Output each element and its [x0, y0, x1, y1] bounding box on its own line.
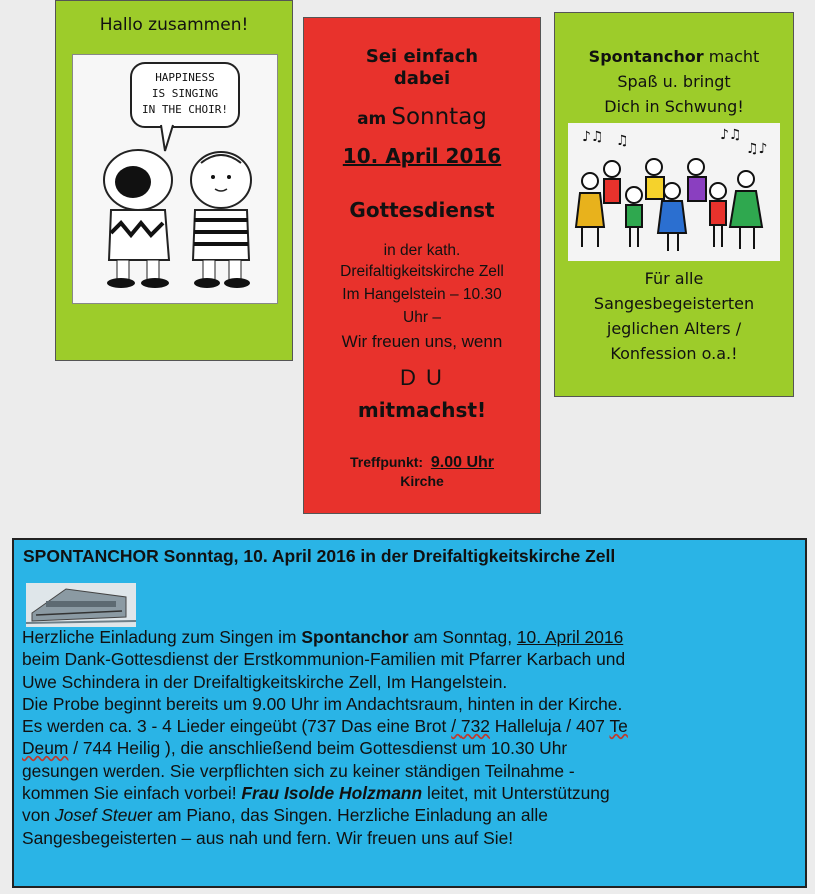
invitation-panel: [303, 17, 541, 514]
body-line: beim Dank-Gottesdienst der Erstkommunion-Familien mit Pfarrer Karbach und: [22, 649, 626, 670]
body-text: / 744 Heilig ), die anschließend beim Gottesdienst um 10.30 Uhr: [68, 738, 568, 759]
du-word: D U: [400, 365, 444, 390]
welcome-line: Wir freuen uns, wenn: [341, 332, 503, 351]
announcement-heading: SPONTANCHOR Sonntag, 10. April 2016 in der Dreifaltigkeitskirche Zell: [23, 546, 616, 566]
body-text: r am Piano, das Singen. Herzliche Einladung an alle: [146, 805, 548, 826]
body-line: [22, 626, 802, 648]
church-building-image: [26, 583, 136, 627]
choir-name: Spontanchor: [588, 47, 704, 66]
body-text: leitet, mit Unterstützung: [422, 783, 610, 804]
singing-boy-figure: [104, 150, 172, 288]
svg-text:♫♪: ♫♪: [746, 141, 768, 157]
body-text: Es werden ca. 3 - 4 Lieder eingeübt (737 Das eine Brot: [22, 716, 452, 737]
choir-line-3: Dich in Schwung!: [604, 97, 744, 116]
singing-children-drawing: [568, 123, 780, 261]
body-line: Uwe Schindera in der Dreifaltigkeitskirche Zell, Im Hangelstein.: [22, 671, 508, 692]
meeting-point: [304, 454, 540, 472]
announcement-body: [22, 626, 802, 849]
leader-name: Frau Isolde Holzmann: [241, 783, 423, 804]
invite-line-1: Sei einfach: [365, 46, 479, 67]
body-line: [22, 804, 802, 826]
cartoon-drawing: [73, 55, 277, 303]
music-notes-icon: [582, 127, 768, 157]
body-text: Deum: [22, 738, 69, 759]
body-text: kommen Sie einfach vorbei!: [22, 783, 242, 804]
meeting-point-place: Kirche: [400, 473, 444, 489]
church-building-drawing: [26, 583, 136, 627]
speech-line-1: HAPPINESS: [155, 71, 215, 84]
svg-text:♪♫: ♪♫: [582, 129, 604, 145]
speech-line-3: IN THE CHOIR!: [141, 103, 229, 116]
date-intro: [304, 104, 540, 130]
am-word: am: [357, 109, 387, 129]
body-line: Sangesbegeisterten – aus nah und fern. Wir freuen uns auf Sie!: [22, 827, 514, 848]
location-line-2: Dreifaltigkeitskirche Zell: [340, 263, 504, 280]
choir-title-line: [555, 45, 793, 68]
sonntag-word: Sonntag: [391, 104, 487, 130]
song-number: 732: [460, 716, 490, 737]
body-line: [22, 737, 802, 759]
body-text: von: [22, 805, 55, 826]
body-line: [22, 715, 802, 737]
invite-line-2: dabei: [393, 68, 451, 89]
svg-text:♫: ♫: [616, 133, 629, 149]
meeting-point-time: 9.00 Uhr: [430, 454, 495, 471]
peanuts-cartoon-image: [72, 54, 278, 304]
location-line-3: Im Hangelstein – 10.30: [342, 286, 502, 303]
announcement-panel: [12, 538, 807, 888]
choir-line-5: Sangesbegeisterten: [593, 294, 755, 313]
body-line: [22, 782, 802, 804]
meeting-point-label: Treffpunkt:: [349, 454, 424, 470]
location-line-1: in der kath.: [383, 242, 461, 259]
choir-line-7: Konfession o.a.!: [610, 344, 738, 363]
event-date: 10. April 2016: [342, 144, 502, 168]
body-line: gesungen werden. Sie verpflichten sich zu keiner ständigen Teilnahme -: [22, 760, 575, 781]
choir-name-inline: Spontanchor: [301, 627, 409, 647]
body-text: Herzliche Einladung zum Singen im: [22, 627, 302, 647]
mitmachst-word: mitmachst!: [357, 398, 487, 422]
location-line-4: Uhr –: [403, 309, 441, 326]
body-text: Te: [609, 716, 628, 737]
choir-line-6: jeglichen Alters /: [606, 319, 742, 338]
listening-boy-figure: [191, 152, 251, 288]
choir-line-4: Für alle: [644, 269, 704, 288]
service-title: Gottesdienst: [349, 198, 495, 222]
speech-line-2: IS SINGING: [151, 87, 219, 100]
body-text: am Sonntag,: [408, 627, 517, 647]
event-date-inline: 10. April 2016: [516, 627, 624, 647]
body-line: Die Probe beginnt bereits um 9.00 Uhr im Andachtsraum, hinten in der Kirche.: [22, 693, 623, 714]
body-text: Halleluja / 407: [489, 716, 610, 737]
svg-text:♪♫: ♪♫: [720, 127, 742, 143]
body-text: /: [451, 716, 461, 737]
choir-info-panel: [554, 12, 794, 397]
choir-title-rest: macht: [703, 47, 760, 66]
pianist-name: Josef Steue: [54, 805, 147, 826]
choir-line-2: Spaß u. bringt: [617, 72, 731, 91]
greeting-text: Hallo zusammen!: [99, 15, 249, 35]
singing-children-image: [568, 123, 780, 261]
greeting-panel: [55, 0, 293, 361]
children-group: [576, 159, 762, 251]
